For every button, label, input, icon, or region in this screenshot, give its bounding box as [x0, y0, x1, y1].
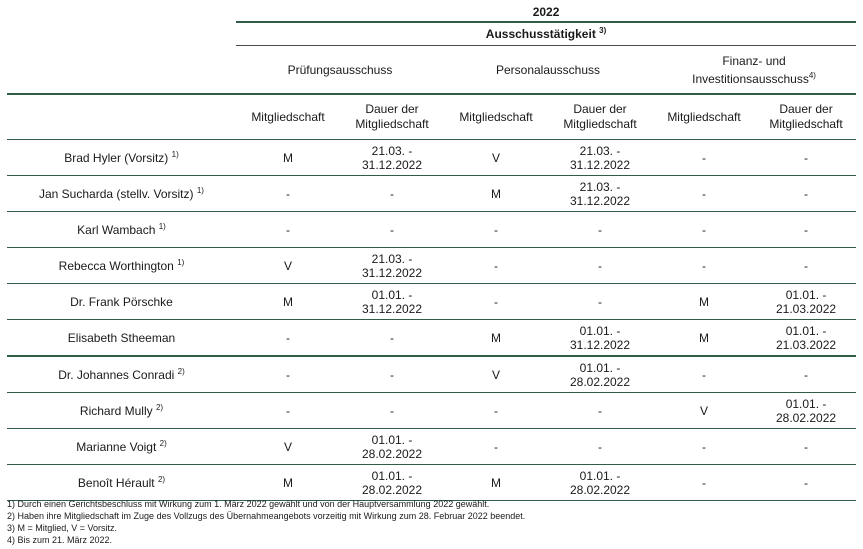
cell-line2: 31.12.2022 — [569, 157, 631, 172]
duration-cell — [340, 212, 444, 248]
committee-finance — [652, 46, 856, 95]
member-footnote: 1) — [177, 257, 185, 267]
cell-line1: - — [702, 258, 706, 273]
duration-cell — [548, 284, 652, 320]
membership-cell — [444, 248, 548, 284]
cell-line1: - — [286, 222, 290, 237]
cell-line1: - — [702, 186, 706, 201]
cell-line1: - — [494, 222, 498, 237]
membership-cell — [236, 176, 340, 212]
cell-line2: 28.02.2022 — [569, 482, 631, 497]
membership-cell — [652, 465, 756, 501]
membership-cell — [652, 176, 756, 212]
cell-line1: - — [702, 439, 706, 454]
duration-cell — [756, 429, 856, 465]
committee-audit — [236, 46, 444, 95]
cell-line1: V — [283, 439, 292, 454]
membership-cell — [444, 140, 548, 176]
cell-line1: 01.01. - — [579, 468, 621, 483]
member-footnote: 2) — [157, 474, 166, 484]
membership-cell — [444, 284, 548, 320]
member-footnote: 1) — [158, 221, 166, 231]
duration-cell — [340, 429, 444, 465]
subheader-duration-line1: Dauer der — [779, 102, 833, 116]
membership-cell — [652, 248, 756, 284]
duration-cell — [756, 393, 856, 429]
duration-cell — [340, 465, 444, 501]
cell-line1: V — [491, 367, 500, 382]
duration-cell — [756, 320, 856, 357]
committee-activity-footnote: 3) — [599, 26, 607, 35]
member-footnote: 1) — [196, 185, 204, 195]
membership-cell — [652, 140, 756, 176]
duration-cell — [756, 284, 856, 320]
cell-line1: - — [286, 330, 290, 345]
cell-line2: 31.12.2022 — [569, 193, 631, 208]
committee-finance-line2: Investitionsausschuss — [692, 71, 809, 86]
duration-cell — [340, 176, 444, 212]
cell-line1: M — [283, 294, 293, 309]
table-row — [7, 176, 856, 212]
duration-cell — [340, 393, 444, 429]
committee-row — [7, 46, 856, 95]
membership-cell — [444, 393, 548, 429]
cell-line1: V — [283, 258, 292, 273]
committee-row-spacer — [7, 46, 236, 95]
table-row — [7, 393, 856, 429]
membership-cell — [444, 429, 548, 465]
subheader-membership: Mitgliedschaft — [652, 94, 756, 140]
duration-cell — [548, 393, 652, 429]
cell-line2: 28.02.2022 — [776, 410, 837, 425]
membership-cell — [236, 284, 340, 320]
duration-cell — [548, 248, 652, 284]
duration-cell — [340, 320, 444, 357]
cell-line1: - — [804, 222, 809, 237]
subheader-duration-line2: Mitgliedschaft — [769, 117, 843, 131]
member-name-text: Benoît Hérault — [77, 475, 155, 490]
member-name — [7, 356, 236, 393]
duration-cell — [548, 429, 652, 465]
cell-line1: 21.03. - — [371, 143, 413, 158]
subheader-row — [7, 94, 856, 140]
cell-line1: 01.01. - — [579, 323, 621, 338]
cell-line2: 31.12.2022 — [361, 157, 423, 172]
subheader-duration-line1: Dauer der — [365, 102, 419, 116]
cell-line1: - — [286, 186, 290, 201]
cell-line1: - — [494, 403, 498, 418]
cell-line2: 31.12.2022 — [361, 301, 423, 316]
duration-cell — [756, 212, 856, 248]
duration-cell — [756, 356, 856, 393]
table-row — [7, 356, 856, 393]
cell-line1: 01.01. - — [371, 468, 413, 483]
cell-line1: - — [598, 439, 602, 454]
membership-cell — [652, 320, 756, 357]
cell-line1: 01.01. - — [371, 287, 413, 302]
duration-cell — [340, 356, 444, 393]
subheader-duration-line2: Mitgliedschaft — [355, 117, 429, 131]
duration-cell — [756, 176, 856, 212]
membership-cell — [444, 212, 548, 248]
duration-cell — [548, 356, 652, 393]
cell-line1: M — [283, 150, 293, 165]
committee-activity-header — [236, 22, 856, 46]
cell-line1: - — [390, 330, 394, 345]
membership-cell — [444, 465, 548, 501]
membership-cell — [236, 212, 340, 248]
member-name-text: Marianne Voigt — [76, 439, 157, 454]
duration-cell — [756, 248, 856, 284]
member-footnote: 1) — [171, 149, 179, 159]
footnote-2: 2) Haben ihre Mitgliedschaft im Zuge des Vollzugs des Übernahmeangebots vorzeitig mit Wirkung zum 28. Februar 2022 beendet. — [7, 511, 526, 521]
cell-line1: - — [804, 475, 809, 490]
cell-line2: 28.02.2022 — [361, 482, 423, 497]
member-name — [7, 284, 236, 320]
member-name-text: Karl Wambach — [77, 222, 156, 237]
cell-line1: - — [598, 258, 602, 273]
committee-membership-table — [7, 2, 856, 501]
member-name-text: Dr. Frank Pörschke — [70, 294, 173, 309]
table-row — [7, 465, 856, 501]
cell-line1: 21.03. - — [579, 179, 621, 194]
membership-cell — [236, 320, 340, 357]
member-name-text: Jan Sucharda (stellv. Vorsitz) — [39, 186, 194, 201]
cell-line1: M — [283, 475, 293, 490]
year-header: 2022 — [236, 2, 856, 22]
member-name-text: Richard Mully — [79, 403, 153, 418]
cell-line2: 31.12.2022 — [361, 265, 423, 280]
member-name — [7, 248, 236, 284]
committee-finance-line1: Finanz- und — [722, 53, 786, 68]
cell-line1: V — [491, 150, 500, 165]
duration-cell — [340, 140, 444, 176]
duration-cell — [756, 465, 856, 501]
cell-line1: - — [702, 150, 706, 165]
membership-cell — [444, 320, 548, 357]
cell-line1: 01.01. - — [785, 396, 827, 411]
member-name-text: Rebecca Worthington — [58, 258, 174, 273]
committee-activity-label: Ausschusstätigkeit — [485, 27, 596, 41]
member-footnote: 2) — [177, 366, 185, 376]
cell-line1: M — [699, 294, 709, 309]
committee-finance-footnote: 4) — [808, 70, 816, 80]
cell-line2: 31.12.2022 — [569, 337, 631, 352]
membership-cell — [652, 393, 756, 429]
committee-audit-label: Prüfungsausschuss — [287, 62, 393, 77]
duration-cell — [548, 140, 652, 176]
member-name — [7, 140, 236, 176]
cell-line1: - — [804, 186, 809, 201]
cell-line1: M — [491, 475, 501, 490]
duration-cell — [756, 140, 856, 176]
cell-line1: - — [494, 258, 498, 273]
duration-cell — [340, 284, 444, 320]
cell-line1: 21.03. - — [371, 251, 413, 266]
subheader-duration — [548, 94, 652, 140]
cell-line1: V — [699, 403, 708, 418]
footnotes — [7, 498, 856, 546]
cell-line1: 01.01. - — [785, 287, 827, 302]
duration-cell — [548, 176, 652, 212]
cell-line1: M — [699, 330, 709, 345]
membership-cell — [652, 284, 756, 320]
subheader-duration — [340, 94, 444, 140]
table-row — [7, 320, 856, 357]
subheader-duration-line1: Dauer der — [573, 102, 627, 116]
subheader-duration — [756, 94, 856, 140]
year-row-spacer — [7, 2, 236, 22]
committee-personnel-label: Personalausschuss — [495, 62, 601, 77]
subheader-duration-line2: Mitgliedschaft — [563, 117, 637, 131]
member-name — [7, 465, 236, 501]
cell-line1: - — [494, 439, 498, 454]
cell-line1: - — [390, 403, 394, 418]
cell-line1: - — [598, 222, 602, 237]
cell-line1: - — [804, 439, 809, 454]
cell-line2: 28.02.2022 — [361, 446, 423, 461]
cell-line1: - — [702, 367, 706, 382]
cell-line1: - — [804, 258, 809, 273]
duration-cell — [548, 212, 652, 248]
cell-line1: - — [286, 367, 290, 382]
membership-cell — [444, 176, 548, 212]
membership-cell — [236, 465, 340, 501]
cell-line1: - — [598, 294, 602, 309]
subheader-membership: Mitgliedschaft — [444, 94, 548, 140]
member-footnote: 2) — [155, 402, 164, 412]
member-name-text: Brad Hyler (Vorsitz) — [64, 150, 169, 165]
membership-cell — [444, 356, 548, 393]
cell-line1: - — [390, 186, 394, 201]
membership-cell — [652, 356, 756, 393]
member-name — [7, 429, 236, 465]
cell-line1: 01.01. - — [371, 432, 413, 447]
subheader-spacer — [7, 94, 236, 140]
duration-cell — [548, 465, 652, 501]
cell-line1: - — [494, 294, 498, 309]
table-body — [7, 140, 856, 501]
table-row — [7, 212, 856, 248]
cell-line2: 21.03.2022 — [776, 337, 837, 352]
cell-line1: 21.03. - — [579, 143, 621, 158]
duration-cell — [548, 320, 652, 357]
cell-line1: 01.01. - — [785, 323, 827, 338]
year-row — [7, 2, 856, 22]
cell-line1: - — [390, 222, 394, 237]
footnote-1: 1) Durch einen Gerichtsbeschluss mit Wirkung zum 1. März 2022 gewählt und von der Hauptversammlung 2022 gewählt. — [7, 499, 490, 509]
member-name — [7, 393, 236, 429]
cell-line1: - — [390, 367, 394, 382]
membership-cell — [236, 140, 340, 176]
cell-line1: - — [286, 403, 290, 418]
table-row — [7, 429, 856, 465]
footnote-4: 4) Bis zum 21. März 2022. — [7, 535, 113, 545]
member-name — [7, 320, 236, 357]
cell-line1: - — [598, 403, 602, 418]
duration-cell — [340, 248, 444, 284]
member-name — [7, 176, 236, 212]
cell-line1: M — [491, 186, 501, 201]
membership-cell — [652, 429, 756, 465]
member-name-text: Elisabeth Stheeman — [67, 330, 176, 345]
committee-personnel — [444, 46, 652, 95]
cell-line1: 01.01. - — [579, 360, 621, 375]
cell-line2: 28.02.2022 — [569, 374, 631, 389]
footnote-3: 3) M = Mitglied, V = Vorsitz. — [7, 523, 118, 533]
membership-cell — [236, 248, 340, 284]
group-row-spacer — [7, 22, 236, 46]
member-name-text: Dr. Johannes Conradi — [58, 367, 175, 382]
table-row — [7, 284, 856, 320]
subheader-membership: Mitgliedschaft — [236, 94, 340, 140]
cell-line1: - — [702, 222, 706, 237]
member-footnote: 2) — [159, 438, 167, 448]
table-row — [7, 248, 856, 284]
table-row — [7, 140, 856, 176]
membership-cell — [236, 393, 340, 429]
cell-line2: 21.03.2022 — [776, 301, 837, 316]
group-row — [7, 22, 856, 46]
cell-line1: - — [804, 367, 809, 382]
cell-line1: - — [702, 475, 706, 490]
membership-cell — [236, 356, 340, 393]
cell-line1: M — [491, 330, 501, 345]
membership-cell — [652, 212, 756, 248]
member-name — [7, 212, 236, 248]
cell-line1: - — [804, 150, 809, 165]
membership-cell — [236, 429, 340, 465]
